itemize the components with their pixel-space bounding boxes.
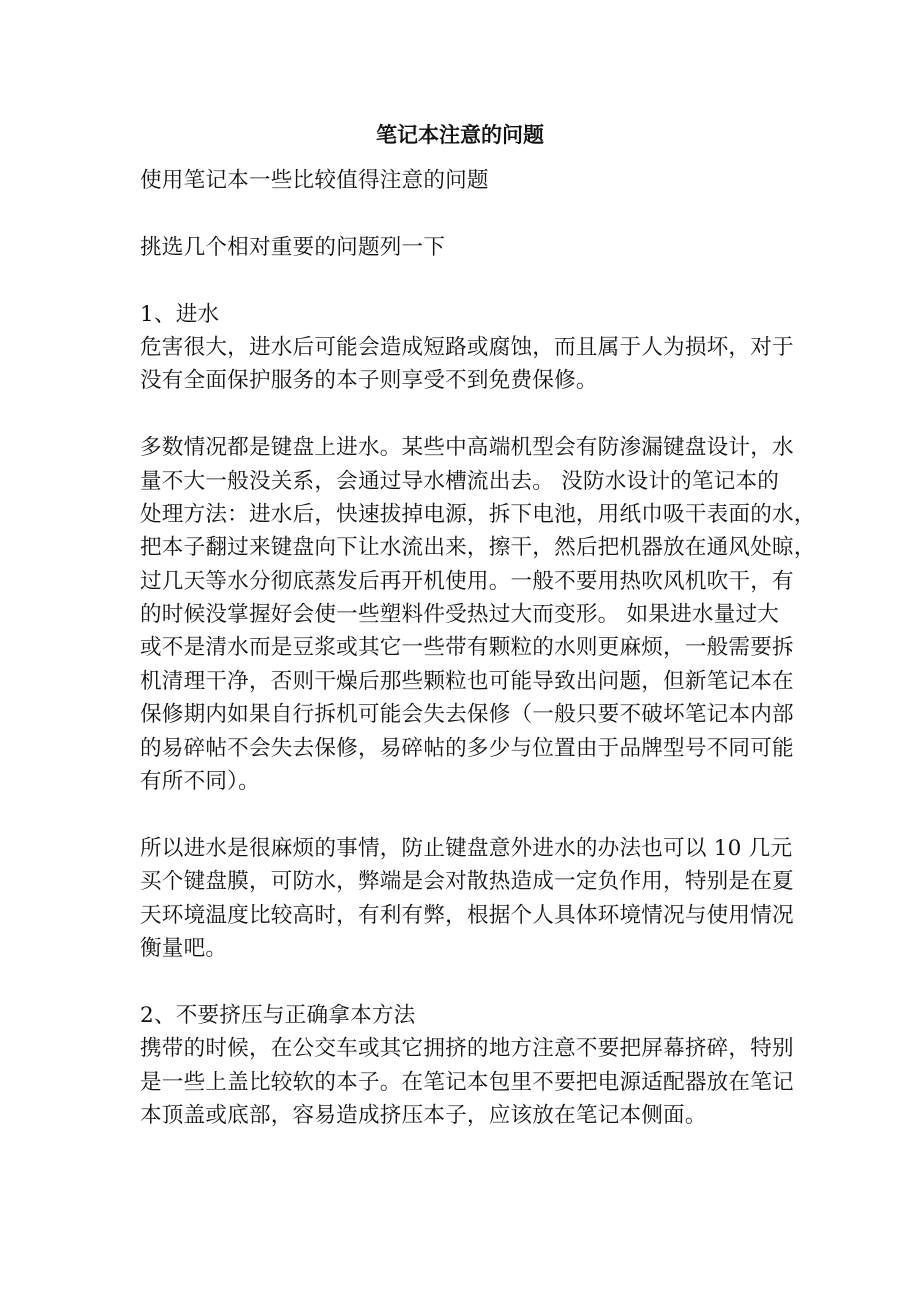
document-body bbox=[140, 164, 816, 1132]
text-line: 本顶盖或底部，容易造成挤压本子，应该放在笔记本侧面。 bbox=[140, 1102, 707, 1128]
text-line: 多数情况都是键盘上进水。某些中高端机型会有防渗漏键盘设计，水 bbox=[140, 435, 794, 461]
paragraph-spacer bbox=[140, 197, 790, 230]
text-line: 的时候没掌握好会使一些塑料件受热过大而变形。 如果进水量过大 bbox=[140, 602, 780, 628]
paragraph bbox=[140, 298, 794, 398]
paragraph bbox=[140, 832, 794, 966]
text-line: 1、进水 bbox=[140, 301, 220, 327]
text-line: 处理方法：进水后，快速拔掉电源，拆下电池，用纸巾吸干表面的水， bbox=[140, 501, 816, 527]
text-line: 或不是清水而是豆浆或其它一些带有颗粒的水则更麻烦，一般需要拆 bbox=[140, 635, 794, 661]
paragraph-spacer bbox=[140, 965, 790, 998]
text-line: 所以进水是很麻烦的事情，防止键盘意外进水的办法也可以 10 几元 bbox=[140, 835, 793, 861]
text-line: 把本子翻过来键盘向下让水流出来，擦干，然后把机器放在通风处晾， bbox=[140, 535, 816, 561]
text-line: 的易碎帖不会失去保修，易碎帖的多少与位置由于品牌型号不同可能 bbox=[140, 735, 794, 761]
text-line: 危害很大，进水后可能会造成短路或腐蚀，而且属于人为损坏，对于 bbox=[140, 334, 794, 360]
text-line: 是一些上盖比较软的本子。在笔记本包里不要把电源适配器放在笔记 bbox=[140, 1069, 794, 1095]
paragraph bbox=[140, 231, 790, 264]
paragraph-spacer bbox=[140, 398, 790, 431]
text-line: 过几天等水分彻底蒸发后再开机使用。一般不要用热吹风机吹干，有 bbox=[140, 568, 794, 594]
text-line: 保修期内如果自行拆机可能会失去保修（一般只要不破坏笔记本内部 bbox=[140, 702, 794, 728]
paragraph bbox=[140, 999, 794, 1133]
text-line: 挑选几个相对重要的问题列一下 bbox=[140, 234, 446, 260]
text-line: 衡量吧。 bbox=[140, 935, 228, 961]
text-line: 量不大一般没关系，会通过导水槽流出去。 没防水设计的笔记本的 bbox=[140, 468, 780, 494]
text-line: 携带的时候，在公交车或其它拥挤的地方注意不要把屏幕挤碎，特别 bbox=[140, 1036, 794, 1062]
text-line: 机清理干净，否则干燥后那些颗粒也可能导致出问题，但新笔记本在 bbox=[140, 668, 794, 694]
text-line: 天环境温度比较高时，有利有弊，根据个人具体环境情况与使用情况 bbox=[140, 902, 794, 928]
paragraph bbox=[140, 431, 816, 798]
text-line: 没有全面保护服务的本子则享受不到免费保修。 bbox=[140, 368, 598, 394]
text-line: 使用笔记本一些比较值得注意的问题 bbox=[140, 168, 489, 193]
document-title: 笔记本注意的问题 bbox=[376, 122, 544, 147]
paragraph-spacer bbox=[140, 798, 790, 831]
text-line: 买个键盘膜，可防水，弊端是会对散热造成一定负作用，特别是在夏 bbox=[140, 869, 794, 895]
text-line: 有所不同）。 bbox=[140, 769, 260, 795]
text-line: 2、不要挤压与正确拿本方法 bbox=[140, 1002, 416, 1028]
paragraph-spacer bbox=[140, 264, 790, 297]
paragraph bbox=[140, 164, 790, 197]
document-page bbox=[140, 118, 816, 1132]
